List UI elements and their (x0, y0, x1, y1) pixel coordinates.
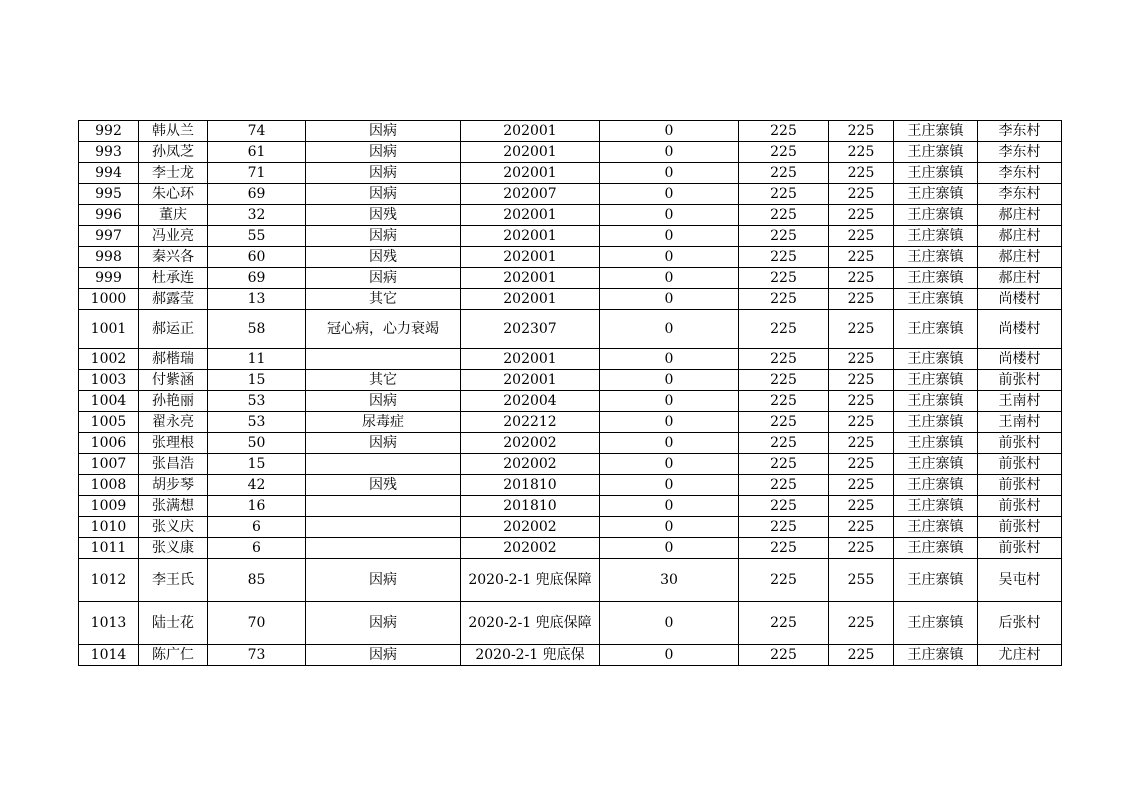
age-cell: 85 (208, 559, 306, 602)
base-amount-cell: 225 (739, 538, 829, 559)
name-cell: 冯业亮 (139, 226, 208, 247)
date-cell: 202001 (461, 121, 600, 142)
table-row (79, 268, 1062, 289)
name-cell: 张满想 (139, 496, 208, 517)
extra-amount-cell: 0 (600, 226, 739, 247)
reason-cell: 因残 (306, 475, 461, 496)
extra-amount-cell: 0 (600, 268, 739, 289)
town-cell: 王庄寨镇 (894, 412, 978, 433)
village-cell: 王南村 (978, 391, 1062, 412)
base-amount-cell: 225 (739, 268, 829, 289)
town-cell: 王庄寨镇 (894, 247, 978, 268)
extra-amount-cell: 0 (600, 496, 739, 517)
table-row (79, 289, 1062, 310)
total-amount-cell: 225 (829, 370, 894, 391)
total-amount-cell: 225 (829, 121, 894, 142)
reason-cell: 因残 (306, 247, 461, 268)
row-number-cell: 1001 (79, 310, 139, 349)
table-row (79, 163, 1062, 184)
age-cell: 6 (208, 538, 306, 559)
row-number-cell: 993 (79, 142, 139, 163)
town-cell: 王庄寨镇 (894, 205, 978, 226)
base-amount-cell: 225 (739, 142, 829, 163)
date-cell: 2020-2-1 兜底保障 (461, 559, 600, 602)
row-number-cell: 995 (79, 184, 139, 205)
total-amount-cell: 225 (829, 349, 894, 370)
village-cell: 王南村 (978, 412, 1062, 433)
base-amount-cell: 225 (739, 226, 829, 247)
table-row (79, 412, 1062, 433)
date-cell: 202007 (461, 184, 600, 205)
town-cell: 王庄寨镇 (894, 370, 978, 391)
name-cell: 秦兴各 (139, 247, 208, 268)
base-amount-cell: 225 (739, 289, 829, 310)
name-cell: 孙艳丽 (139, 391, 208, 412)
age-cell: 60 (208, 247, 306, 268)
total-amount-cell: 225 (829, 475, 894, 496)
row-number-cell: 1006 (79, 433, 139, 454)
total-amount-cell: 225 (829, 247, 894, 268)
age-cell: 55 (208, 226, 306, 247)
extra-amount-cell: 0 (600, 370, 739, 391)
table-row (79, 645, 1062, 666)
town-cell: 王庄寨镇 (894, 496, 978, 517)
town-cell: 王庄寨镇 (894, 433, 978, 454)
age-cell: 42 (208, 475, 306, 496)
reason-cell: 因病 (306, 433, 461, 454)
name-cell: 付紫涵 (139, 370, 208, 391)
total-amount-cell: 225 (829, 163, 894, 184)
date-cell: 202001 (461, 205, 600, 226)
table-row (79, 433, 1062, 454)
village-cell: 李东村 (978, 163, 1062, 184)
total-amount-cell: 225 (829, 289, 894, 310)
village-cell: 郝庄村 (978, 205, 1062, 226)
name-cell: 陆士花 (139, 602, 208, 645)
age-cell: 70 (208, 602, 306, 645)
table-row (79, 454, 1062, 475)
total-amount-cell: 225 (829, 602, 894, 645)
town-cell: 王庄寨镇 (894, 538, 978, 559)
extra-amount-cell: 0 (600, 433, 739, 454)
roster-body (79, 121, 1062, 666)
table-row (79, 370, 1062, 391)
extra-amount-cell: 0 (600, 289, 739, 310)
total-amount-cell: 225 (829, 517, 894, 538)
name-cell: 郝运正 (139, 310, 208, 349)
village-cell: 尚楼村 (978, 349, 1062, 370)
date-cell: 201810 (461, 475, 600, 496)
reason-cell: 因病 (306, 142, 461, 163)
date-cell: 202002 (461, 454, 600, 475)
row-number-cell: 1007 (79, 454, 139, 475)
row-number-cell: 999 (79, 268, 139, 289)
total-amount-cell: 225 (829, 412, 894, 433)
total-amount-cell: 225 (829, 538, 894, 559)
row-number-cell: 1000 (79, 289, 139, 310)
reason-cell: 因病 (306, 226, 461, 247)
base-amount-cell: 225 (739, 496, 829, 517)
reason-cell (306, 349, 461, 370)
table-row (79, 247, 1062, 268)
extra-amount-cell: 0 (600, 349, 739, 370)
age-cell: 58 (208, 310, 306, 349)
age-cell: 13 (208, 289, 306, 310)
village-cell: 尚楼村 (978, 289, 1062, 310)
reason-cell: 因病 (306, 121, 461, 142)
village-cell: 李东村 (978, 142, 1062, 163)
reason-cell: 因病 (306, 184, 461, 205)
extra-amount-cell: 0 (600, 454, 739, 475)
base-amount-cell: 225 (739, 475, 829, 496)
extra-amount-cell: 0 (600, 538, 739, 559)
village-cell: 吴屯村 (978, 559, 1062, 602)
row-number-cell: 1012 (79, 559, 139, 602)
total-amount-cell: 225 (829, 184, 894, 205)
total-amount-cell: 225 (829, 226, 894, 247)
row-number-cell: 1003 (79, 370, 139, 391)
reason-cell: 因残 (306, 205, 461, 226)
town-cell: 王庄寨镇 (894, 391, 978, 412)
table-row (79, 538, 1062, 559)
total-amount-cell: 225 (829, 268, 894, 289)
town-cell: 王庄寨镇 (894, 602, 978, 645)
table-row (79, 310, 1062, 349)
base-amount-cell: 225 (739, 163, 829, 184)
table-row (79, 184, 1062, 205)
reason-cell: 因病 (306, 645, 461, 666)
name-cell: 郝楷瑞 (139, 349, 208, 370)
date-cell: 2020-2-1 兜底保障 (461, 602, 600, 645)
name-cell: 董庆 (139, 205, 208, 226)
name-cell: 朱心环 (139, 184, 208, 205)
row-number-cell: 1011 (79, 538, 139, 559)
row-number-cell: 1010 (79, 517, 139, 538)
reason-cell: 尿毒症 (306, 412, 461, 433)
name-cell: 陈广仁 (139, 645, 208, 666)
row-number-cell: 996 (79, 205, 139, 226)
town-cell: 王庄寨镇 (894, 289, 978, 310)
reason-cell: 因病 (306, 163, 461, 184)
extra-amount-cell: 0 (600, 645, 739, 666)
extra-amount-cell: 0 (600, 142, 739, 163)
table-row (79, 391, 1062, 412)
village-cell: 尚楼村 (978, 310, 1062, 349)
date-cell: 201810 (461, 496, 600, 517)
row-number-cell: 992 (79, 121, 139, 142)
name-cell: 郝露莹 (139, 289, 208, 310)
total-amount-cell: 225 (829, 205, 894, 226)
name-cell: 张义康 (139, 538, 208, 559)
reason-cell: 因病 (306, 602, 461, 645)
village-cell: 前张村 (978, 475, 1062, 496)
name-cell: 张义庆 (139, 517, 208, 538)
extra-amount-cell: 0 (600, 310, 739, 349)
reason-cell: 冠心病，心力衰竭 (306, 310, 461, 349)
row-number-cell: 1013 (79, 602, 139, 645)
date-cell: 202001 (461, 289, 600, 310)
extra-amount-cell: 0 (600, 475, 739, 496)
name-cell: 李士龙 (139, 163, 208, 184)
name-cell: 李王氏 (139, 559, 208, 602)
age-cell: 61 (208, 142, 306, 163)
table-row (79, 496, 1062, 517)
date-cell: 202307 (461, 310, 600, 349)
base-amount-cell: 225 (739, 454, 829, 475)
total-amount-cell: 255 (829, 559, 894, 602)
age-cell: 74 (208, 121, 306, 142)
extra-amount-cell: 0 (600, 163, 739, 184)
date-cell: 202002 (461, 433, 600, 454)
age-cell: 15 (208, 454, 306, 475)
age-cell: 69 (208, 268, 306, 289)
row-number-cell: 1004 (79, 391, 139, 412)
base-amount-cell: 225 (739, 349, 829, 370)
name-cell: 韩从兰 (139, 121, 208, 142)
town-cell: 王庄寨镇 (894, 268, 978, 289)
row-number-cell: 997 (79, 226, 139, 247)
age-cell: 6 (208, 517, 306, 538)
reason-cell (306, 538, 461, 559)
reason-cell: 因病 (306, 391, 461, 412)
base-amount-cell: 225 (739, 517, 829, 538)
extra-amount-cell: 0 (600, 247, 739, 268)
town-cell: 王庄寨镇 (894, 184, 978, 205)
name-cell: 孙凤芝 (139, 142, 208, 163)
date-cell: 202004 (461, 391, 600, 412)
date-cell: 202212 (461, 412, 600, 433)
name-cell: 张昌浩 (139, 454, 208, 475)
town-cell: 王庄寨镇 (894, 310, 978, 349)
town-cell: 王庄寨镇 (894, 454, 978, 475)
age-cell: 50 (208, 433, 306, 454)
reason-cell: 因病 (306, 268, 461, 289)
name-cell: 杜承连 (139, 268, 208, 289)
town-cell: 王庄寨镇 (894, 163, 978, 184)
town-cell: 王庄寨镇 (894, 121, 978, 142)
reason-cell (306, 496, 461, 517)
total-amount-cell: 225 (829, 391, 894, 412)
town-cell: 王庄寨镇 (894, 517, 978, 538)
extra-amount-cell: 0 (600, 391, 739, 412)
base-amount-cell: 225 (739, 602, 829, 645)
village-cell: 李东村 (978, 184, 1062, 205)
row-number-cell: 1009 (79, 496, 139, 517)
base-amount-cell: 225 (739, 121, 829, 142)
village-cell: 前张村 (978, 517, 1062, 538)
row-number-cell: 1014 (79, 645, 139, 666)
row-number-cell: 1005 (79, 412, 139, 433)
reason-cell (306, 517, 461, 538)
extra-amount-cell: 0 (600, 184, 739, 205)
table-row (79, 121, 1062, 142)
village-cell: 前张村 (978, 496, 1062, 517)
total-amount-cell: 225 (829, 310, 894, 349)
base-amount-cell: 225 (739, 247, 829, 268)
row-number-cell: 994 (79, 163, 139, 184)
reason-cell: 其它 (306, 289, 461, 310)
age-cell: 16 (208, 496, 306, 517)
base-amount-cell: 225 (739, 433, 829, 454)
village-cell: 郝庄村 (978, 247, 1062, 268)
date-cell: 202002 (461, 517, 600, 538)
date-cell: 202001 (461, 142, 600, 163)
date-cell: 2020-2-1 兜底保 (461, 645, 600, 666)
roster-table (78, 120, 1062, 666)
village-cell: 尤庄村 (978, 645, 1062, 666)
row-number-cell: 998 (79, 247, 139, 268)
village-cell: 前张村 (978, 538, 1062, 559)
village-cell: 前张村 (978, 454, 1062, 475)
village-cell: 前张村 (978, 370, 1062, 391)
extra-amount-cell: 0 (600, 602, 739, 645)
extra-amount-cell: 0 (600, 121, 739, 142)
town-cell: 王庄寨镇 (894, 645, 978, 666)
extra-amount-cell: 30 (600, 559, 739, 602)
base-amount-cell: 225 (739, 391, 829, 412)
base-amount-cell: 225 (739, 205, 829, 226)
total-amount-cell: 225 (829, 454, 894, 475)
name-cell: 翟永亮 (139, 412, 208, 433)
reason-cell (306, 454, 461, 475)
table-row (79, 602, 1062, 645)
age-cell: 71 (208, 163, 306, 184)
village-cell: 李东村 (978, 121, 1062, 142)
total-amount-cell: 225 (829, 433, 894, 454)
total-amount-cell: 225 (829, 645, 894, 666)
date-cell: 202002 (461, 538, 600, 559)
row-number-cell: 1002 (79, 349, 139, 370)
table-row (79, 559, 1062, 602)
base-amount-cell: 225 (739, 184, 829, 205)
town-cell: 王庄寨镇 (894, 349, 978, 370)
extra-amount-cell: 0 (600, 205, 739, 226)
row-number-cell: 1008 (79, 475, 139, 496)
age-cell: 32 (208, 205, 306, 226)
name-cell: 张理根 (139, 433, 208, 454)
table-row (79, 205, 1062, 226)
age-cell: 11 (208, 349, 306, 370)
reason-cell: 其它 (306, 370, 461, 391)
age-cell: 53 (208, 391, 306, 412)
town-cell: 王庄寨镇 (894, 142, 978, 163)
base-amount-cell: 225 (739, 645, 829, 666)
village-cell: 前张村 (978, 433, 1062, 454)
age-cell: 53 (208, 412, 306, 433)
age-cell: 69 (208, 184, 306, 205)
name-cell: 胡步琴 (139, 475, 208, 496)
village-cell: 郝庄村 (978, 268, 1062, 289)
total-amount-cell: 225 (829, 142, 894, 163)
base-amount-cell: 225 (739, 370, 829, 391)
town-cell: 王庄寨镇 (894, 559, 978, 602)
table-row (79, 517, 1062, 538)
age-cell: 15 (208, 370, 306, 391)
date-cell: 202001 (461, 370, 600, 391)
table-row (79, 349, 1062, 370)
table-row (79, 142, 1062, 163)
base-amount-cell: 225 (739, 310, 829, 349)
village-cell: 郝庄村 (978, 226, 1062, 247)
date-cell: 202001 (461, 349, 600, 370)
town-cell: 王庄寨镇 (894, 226, 978, 247)
reason-cell: 因病 (306, 559, 461, 602)
base-amount-cell: 225 (739, 412, 829, 433)
table-row (79, 475, 1062, 496)
village-cell: 后张村 (978, 602, 1062, 645)
table-row (79, 226, 1062, 247)
extra-amount-cell: 0 (600, 412, 739, 433)
date-cell: 202001 (461, 268, 600, 289)
total-amount-cell: 225 (829, 496, 894, 517)
date-cell: 202001 (461, 226, 600, 247)
extra-amount-cell: 0 (600, 517, 739, 538)
town-cell: 王庄寨镇 (894, 475, 978, 496)
date-cell: 202001 (461, 247, 600, 268)
base-amount-cell: 225 (739, 559, 829, 602)
date-cell: 202001 (461, 163, 600, 184)
age-cell: 73 (208, 645, 306, 666)
